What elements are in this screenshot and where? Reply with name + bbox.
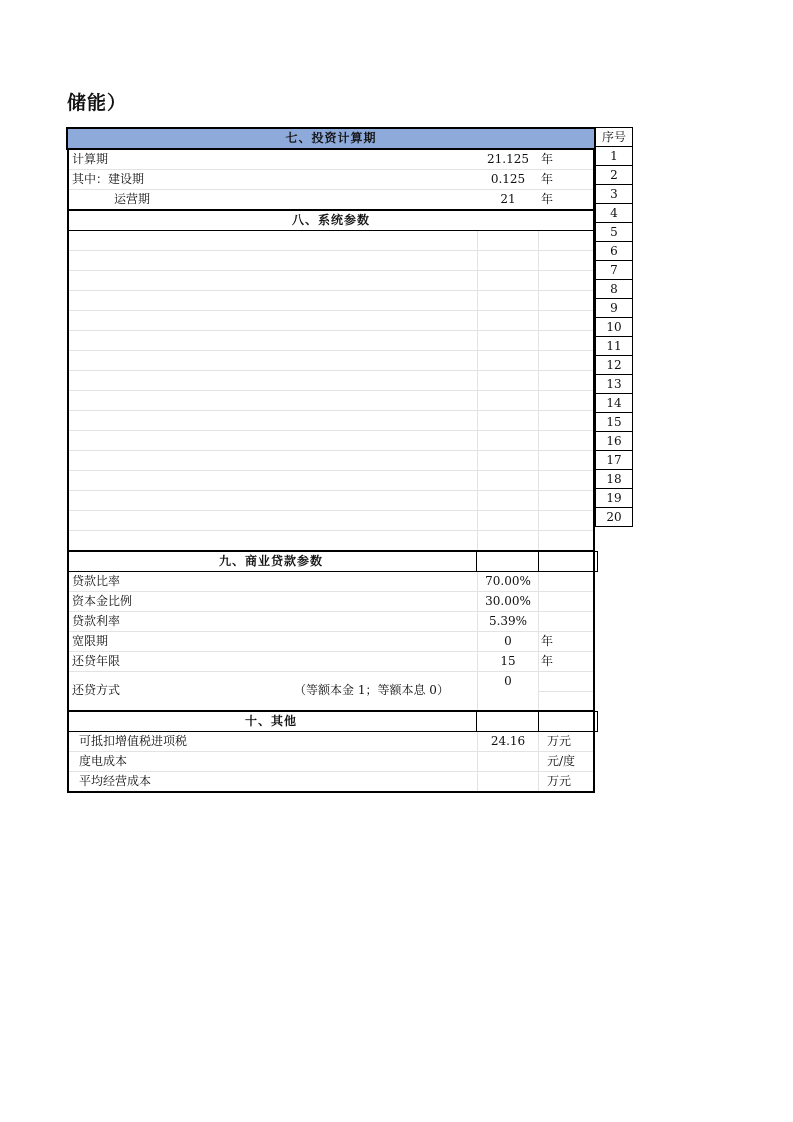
row-unit: 年: [541, 152, 554, 166]
row-avg-operating-cost[interactable]: [69, 772, 593, 791]
row-construction-period[interactable]: [69, 170, 593, 190]
row-label: 贷款利率: [72, 614, 121, 628]
row-repay-years[interactable]: [69, 652, 593, 672]
row-grace-period[interactable]: [69, 632, 593, 652]
empty-row[interactable]: [69, 271, 593, 291]
section-9-body: [69, 572, 593, 710]
empty-row[interactable]: [69, 471, 593, 491]
section-9-header: [69, 550, 593, 572]
sequence-number: 8: [595, 280, 633, 299]
sequence-number: 3: [595, 185, 633, 204]
section-9-frame: [67, 550, 595, 710]
empty-row[interactable]: [69, 511, 593, 531]
empty-row[interactable]: [69, 371, 593, 391]
sequence-number: 19: [595, 489, 633, 508]
section-7-body: [67, 150, 595, 209]
row-label: 其中：建设期: [72, 172, 145, 186]
row-value: 30.00%: [485, 594, 531, 608]
header-unit-box: [538, 711, 598, 732]
sequence-number: 2: [595, 166, 633, 185]
row-value: 0: [504, 634, 512, 648]
sequence-column: [595, 127, 633, 527]
header-value-box: [476, 711, 539, 732]
empty-row[interactable]: [69, 351, 593, 371]
row-label: 可抵扣增值税进项税: [79, 734, 188, 748]
row-value: 0: [504, 674, 512, 688]
empty-row[interactable]: [69, 251, 593, 271]
sequence-number: 14: [595, 394, 633, 413]
sequence-number: 12: [595, 356, 633, 375]
grid-line: [539, 691, 593, 692]
row-label: 度电成本: [79, 754, 128, 768]
sequence-header: 序号: [595, 127, 633, 147]
sequence-number: 13: [595, 375, 633, 394]
row-value: 15: [500, 654, 516, 668]
row-interest-rate[interactable]: [69, 612, 593, 632]
sequence-number: 11: [595, 337, 633, 356]
row-label: 宽限期: [72, 634, 109, 648]
sequence-number: 5: [595, 223, 633, 242]
empty-row[interactable]: [69, 451, 593, 471]
empty-row[interactable]: [69, 411, 593, 431]
row-label: 还贷年限: [72, 654, 121, 668]
row-operation-period[interactable]: [69, 190, 593, 209]
sequence-number: 20: [595, 508, 633, 527]
sequence-number: 4: [595, 204, 633, 223]
sequence-number: 15: [595, 413, 633, 432]
row-label: 平均经营成本: [79, 774, 152, 788]
sequence-number: 6: [595, 242, 633, 261]
row-unit: 元/度: [547, 754, 576, 768]
header-unit-box: [538, 551, 598, 572]
row-label: 计算期: [72, 152, 109, 166]
section-8-body: [69, 231, 593, 550]
row-label: 资本金比例: [72, 594, 133, 608]
header-value-box: [476, 551, 539, 572]
sequence-number: 16: [595, 432, 633, 451]
row-value: 21.125: [487, 152, 529, 166]
sequence-number: 18: [595, 470, 633, 489]
row-value: 5.39%: [488, 614, 528, 628]
empty-row[interactable]: [69, 531, 593, 550]
row-label: 运营期: [114, 192, 151, 206]
row-repay-method[interactable]: [69, 672, 593, 710]
empty-row[interactable]: [69, 291, 593, 311]
row-value: 70.00%: [485, 574, 531, 588]
row-value: 24.16: [490, 734, 526, 748]
sequence-number: 17: [595, 451, 633, 470]
sequence-number: 1: [595, 147, 633, 166]
row-value: 21: [500, 192, 516, 206]
row-label: 还贷方式: [72, 683, 121, 697]
section-8-header: [69, 209, 593, 231]
empty-row[interactable]: [69, 431, 593, 451]
sequence-number: 7: [595, 261, 633, 280]
row-unit: 年: [541, 634, 554, 648]
row-calc-period[interactable]: [69, 150, 593, 170]
section-10-title: 十、其他: [244, 714, 297, 728]
row-loan-ratio[interactable]: [69, 572, 593, 592]
empty-row[interactable]: [69, 491, 593, 511]
row-equity-ratio[interactable]: [69, 592, 593, 612]
row-label: 贷款比率: [72, 574, 121, 588]
row-lcoe[interactable]: [69, 752, 593, 772]
empty-row[interactable]: [69, 331, 593, 351]
row-unit: 年: [541, 192, 554, 206]
row-value: 0.125: [490, 172, 526, 186]
page-title: 储能）: [67, 92, 128, 114]
row-deductible-vat[interactable]: [69, 732, 593, 752]
section-9-title: 九、商业贷款参数: [218, 554, 323, 568]
empty-row[interactable]: [69, 311, 593, 331]
section-8-title: 八、系统参数: [291, 213, 370, 227]
section-10-frame: [67, 710, 595, 793]
repay-method-note: （等额本金 1；等额本息 0）: [294, 683, 449, 697]
empty-row[interactable]: [69, 391, 593, 411]
row-unit: 万元: [547, 734, 572, 748]
section-8-frame: [67, 209, 595, 550]
row-unit: 年: [541, 172, 554, 186]
parameter-sheet: [67, 127, 595, 793]
row-unit: 万元: [547, 774, 572, 788]
section-7-title: 七、投资计算期: [285, 131, 377, 145]
sequence-number: 10: [595, 318, 633, 337]
section-10-header: [69, 710, 593, 732]
empty-row[interactable]: [69, 231, 593, 251]
sequence-number: 9: [595, 299, 633, 318]
row-unit: 年: [541, 654, 554, 668]
section-7-header: [66, 127, 596, 150]
section-10-body: [69, 732, 593, 791]
